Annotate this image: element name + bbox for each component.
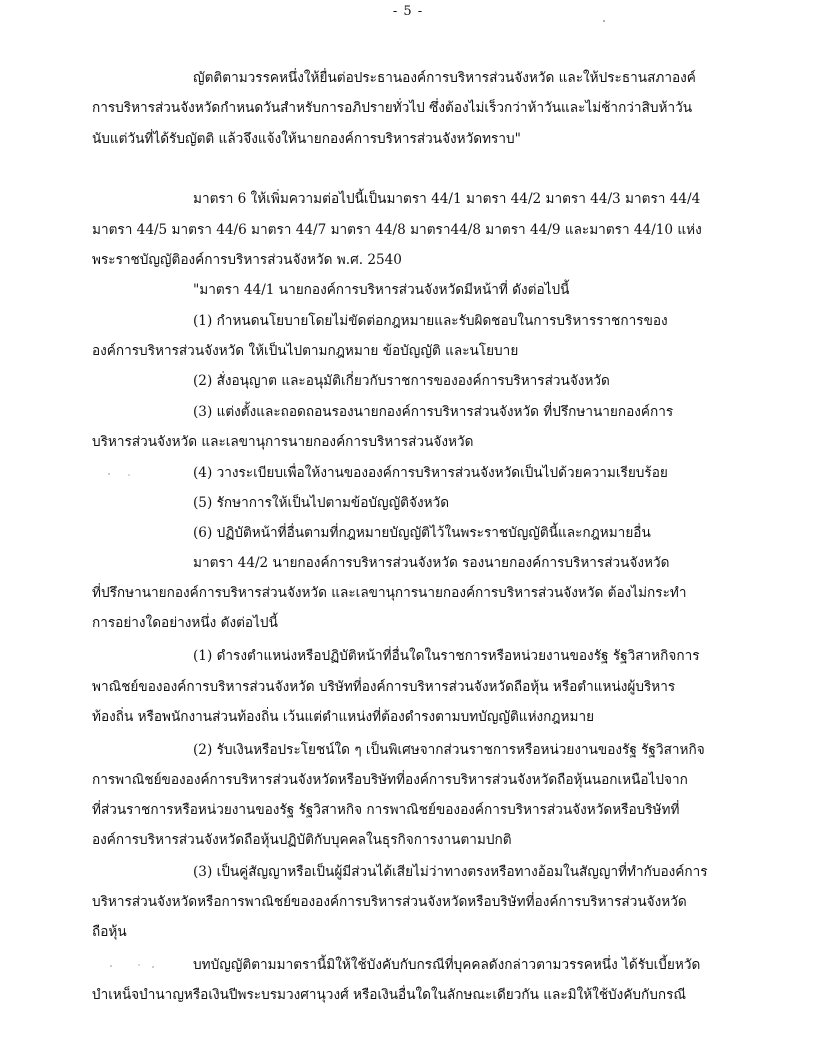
text-line-11: (3) แต่งตั้งและถอดถอนรองนายกองค์การบริหารส่วนจังหวัด ที่ปรึกษานายกองค์การ bbox=[193, 404, 674, 420]
text-line-22: (2) รับเงินหรือประโยชน์ใด ๆ เป็นพิเศษจากส่วนราชการหรือหน่วยงานของรัฐ รัฐวิสาหกิจ bbox=[193, 742, 705, 758]
text-line-8: (1) กำหนดนโยบายโดยไม่ขัดต่อกฎหมายและรับผิดชอบในการบริหารราชการของ bbox=[193, 313, 668, 329]
text-line-16: มาตรา 44/2 นายกองค์การบริหารส่วนจังหวัด รองนายกองค์การบริหารส่วนจังหวัด bbox=[193, 555, 670, 571]
scan-speck bbox=[128, 474, 130, 476]
text-line-30: บำเหน็จบำนาญหรือเงินปีพระบรมวงศานุวงศ์ หรือเงินอื่นใดในลักษณะเดียวกัน และมิให้ใช้บังคับกับกรณี bbox=[92, 987, 687, 1003]
text-line-5: มาตรา 44/5 มาตรา 44/6 มาตรา 44/7 มาตรา 44/8 มาตรา44/8 มาตรา 44/9 และมาตรา 44/10 แห่ง bbox=[92, 222, 702, 238]
text-line-21: ท้องถิ่น หรือพนักงานส่วนท้องถิ่น เว้นแต่ตำแหน่งที่ต้องดำรงตามบทบัญญัติแห่งกฎหมาย bbox=[92, 709, 595, 725]
text-line-20: พาณิชย์ขององค์การบริหารส่วนจังหวัด บริษัทที่องค์การบริหารส่วนจังหวัดถือหุ้น หรือตำแหน่งผู้บริหาร bbox=[92, 679, 676, 695]
text-line-10: (2) สั่งอนุญาต และอนุมัติเกี่ยวกับราชการขององค์การบริหารส่วนจังหวัด bbox=[193, 373, 610, 389]
text-line-17: ที่ปรึกษานายกองค์การบริหารส่วนจังหวัด และเลขานุการนายกองค์การบริหารส่วนจังหวัด ต้องไม่กระทำ bbox=[92, 585, 687, 601]
text-line-18: การอย่างใดอย่างหนึ่ง ดังต่อไปนี้ bbox=[92, 615, 278, 631]
text-line-15: (6) ปฏิบัติหน้าที่อื่นตามที่กฎหมายบัญญัติไว้ในพระราชบัญญัตินี้และกฎหมายอื่น bbox=[193, 525, 651, 541]
text-line-1: ญัตติตามวรรคหนึ่งให้ยื่นต่อประธานองค์การบริหารส่วนจังหวัด และให้ประธานสภาองค์ bbox=[193, 70, 696, 86]
text-line-2: การบริหารส่วนจังหวัดกำหนดวันสำหรับการอภิปรายทั่วไป ซึ่งต้องไม่เร็วกว่าห้าวันและไม่ช้ากว่าสิบห้าวัน bbox=[92, 100, 693, 116]
text-line-9: องค์การบริหารส่วนจังหวัด ให้เป็นไปตามกฎหมาย ข้อบัญญัติ และนโยบาย bbox=[92, 343, 519, 359]
text-line-27: บริหารส่วนจังหวัดหรือการพาณิชย์ขององค์การบริหารส่วนจังหวัดหรือบริษัทที่องค์การบริหารส่วนจังหวัด bbox=[92, 894, 687, 910]
text-line-23: การพาณิชย์ขององค์การบริหารส่วนจังหวัดหรือบริษัทที่องค์การบริหารส่วนจังหวัดถือหุ้นนอกเหนือไปจาก bbox=[92, 772, 688, 788]
text-line-25: องค์การบริหารส่วนจังหวัดถือหุ้นปฏิบัติกับบุคคลในธุรกิจการงานตามปกติ bbox=[92, 832, 512, 848]
page-number: - 5 - bbox=[392, 4, 424, 19]
text-line-28: ถือหุ้น bbox=[92, 924, 127, 940]
text-line-24: ที่ส่วนราชการหรือหน่วยงานของรัฐ รัฐวิสาหกิจ การพาณิชย์ขององค์การบริหารส่วนจังหวัดหรือบริษัทที่ bbox=[92, 802, 680, 818]
text-line-13: (4) วางระเบียบเพื่อให้งานขององค์การบริหารส่วนจังหวัดเป็นไปด้วยความเรียบร้อย bbox=[193, 465, 668, 481]
text-line-19: (1) ดำรงตำแหน่งหรือปฏิบัติหน้าที่อื่นใดในราชการหรือหน่วยงานของรัฐ รัฐวิสาหกิจการ bbox=[193, 648, 700, 664]
scan-speck bbox=[603, 20, 605, 22]
text-line-29: บทบัญญัติตามมาตรานี้มิให้ใช้บังคับกับกรณีที่บุคคลดังกล่าวตามวรรคหนึ่ง ได้รับเบี้ยหวัด bbox=[193, 957, 701, 973]
text-line-26: (3) เป็นคู่สัญญาหรือเป็นผู้มีส่วนได้เสียไม่ว่าทางตรงหรือทางอ้อมในสัญญาที่ทำกับองค์การ bbox=[193, 864, 708, 880]
text-line-7: "มาตรา 44/1 นายกองค์การบริหารส่วนจังหวัดมีหน้าที่ ดังต่อไปนี้ bbox=[193, 282, 570, 298]
scan-speck bbox=[152, 966, 154, 968]
text-line-4: มาตรา 6 ให้เพิ่มความต่อไปนี้เป็นมาตรา 44/1 มาตรา 44/2 มาตรา 44/3 มาตรา 44/4 bbox=[193, 191, 701, 207]
scan-speck bbox=[138, 964, 140, 966]
scan-speck bbox=[110, 965, 112, 967]
text-line-12: บริหารส่วนจังหวัด และเลขานุการนายกองค์การบริหารส่วนจังหวัด bbox=[92, 434, 474, 450]
text-line-3: นับแต่วันที่ได้รับญัตติ แล้วจึงแจ้งให้นายกองค์การบริหารส่วนจังหวัดทราบ" bbox=[92, 131, 521, 147]
text-line-14: (5) รักษาการให้เป็นไปตามข้อบัญญัติจังหวัด bbox=[193, 495, 450, 511]
scan-speck bbox=[108, 473, 110, 475]
text-line-6: พระราชบัญญัติองค์การบริหารส่วนจังหวัด พ.ศ. 2540 bbox=[92, 252, 402, 268]
